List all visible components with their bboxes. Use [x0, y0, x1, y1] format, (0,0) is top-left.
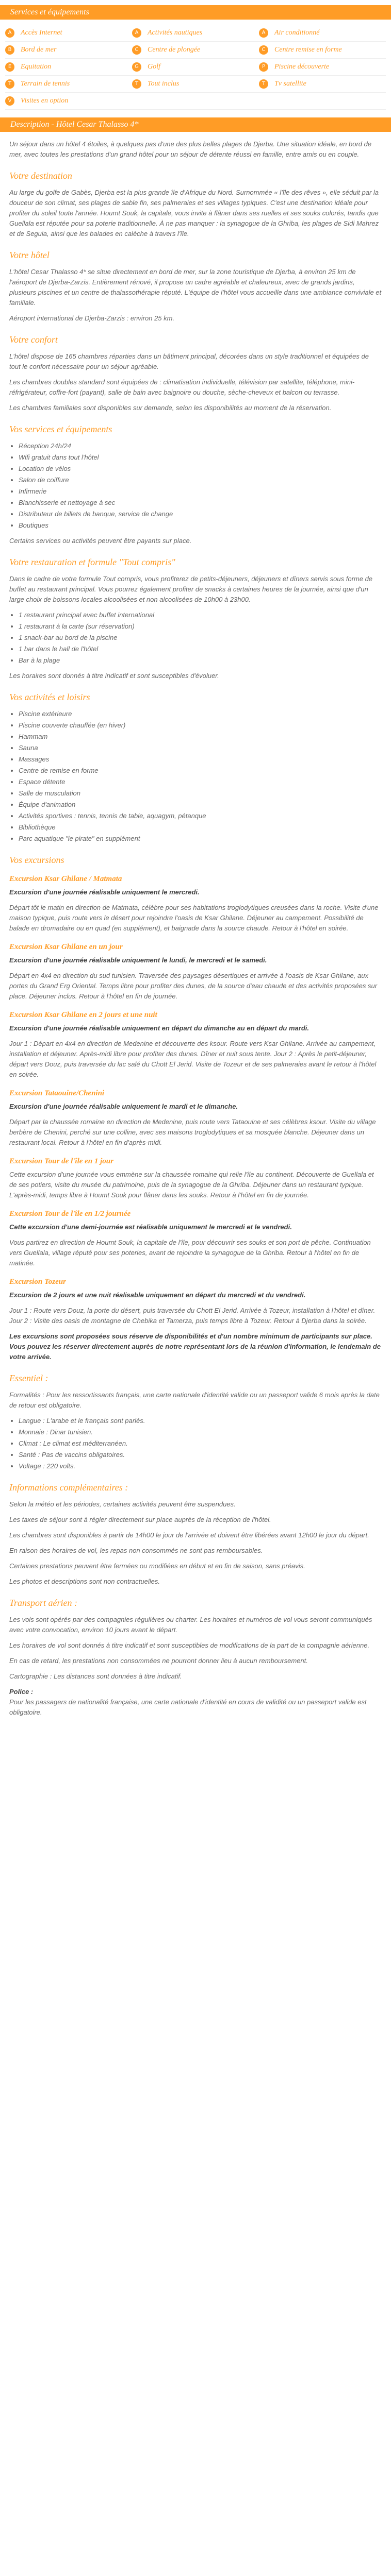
- destination-text: Au large du golfe de Gabès, Djerba est la plus grande île d'Afrique du Nord. Surnommée « l'île des rêves », elle séduit par la douceur de son climat, ses plages de sable fin, ses palmeraies et ses villages typiques. C'est une destination idéale pour profiter du soleil toute l'année. Houmt Souk, la capitale, vous invite à flâner dans ses ruelles et ses souks colorés, tandis que Guellala est réputée pour sa poterie traditionnelle. À ne pas manquer : la synagogue de la Ghriba, les plages de Sidi Mahrez et de Seguia, ainsi que les balades en calèche à travers l'île.: [9, 189, 379, 238]
- transfer-texts: [9, 1615, 382, 1666]
- transfer-last: Cartographie : Les distances sont données à titre indicatif.: [9, 1672, 182, 1680]
- hotel-text: L'hôtel Cesar Thalasso 4* se situe directement en bord de mer, sur la zone touristique de Djerba, à environ 25 km de l'aéroport de Djerba-Zarzis. Entièrement rénové, il propose un cadre agréable et chaleureux, avec de grands jardins, plusieurs piscines et un centre de thalassothérapie réputé. L'équipe de l'hôtel vous accueille dans une ambiance conviviale et familiale.: [9, 268, 382, 307]
- list-item: • Location de vélos: [19, 464, 382, 474]
- info-title: Informations complémentaires :: [9, 1482, 128, 1493]
- amenity-icon: V: [5, 96, 14, 106]
- list-item: • Équipe d'animation: [19, 800, 382, 810]
- amenity-item: [5, 25, 132, 41]
- activities-title: Vos activités et loisirs: [9, 692, 90, 702]
- list-item: • 1 bar dans le hall de l'hôtel: [19, 644, 382, 654]
- amenity-icon: B: [5, 45, 14, 55]
- list-item: • Santé : Pas de vaccins obligatoires.: [19, 1450, 382, 1460]
- list-item: • Salon de coiffure: [19, 475, 382, 485]
- transfer-title: Transport aérien :: [9, 1598, 78, 1608]
- amenity-label: Piscine découverte: [274, 63, 330, 71]
- amenities-row: [5, 76, 386, 93]
- amenity-label: Centre de plongée: [148, 46, 201, 54]
- excursion-title: Excursion Tour de l'île en 1 jour: [9, 1157, 113, 1165]
- info-note: Les photos et descriptions sont non contractuelles.: [9, 1578, 160, 1585]
- amenities-grid: [0, 25, 391, 110]
- paragraph: Certaines prestations peuvent être fermées ou modifiées en début et en fin de saison, sans préavis.: [9, 1562, 305, 1570]
- hotel-title: Votre hôtel: [9, 250, 50, 260]
- amenity-label: Tout inclus: [148, 80, 180, 88]
- comfort-title: Votre confort: [9, 334, 58, 345]
- excursions-list: [9, 874, 382, 1326]
- amenity-icon: T: [132, 79, 141, 89]
- excursion-note: Excursion d'une journée réalisable uniquement en départ du dimanche au en départ du mardi.: [9, 1024, 309, 1032]
- list-item: • Boutiques: [19, 520, 382, 531]
- list-item: • Infirmerie: [19, 486, 382, 497]
- excursion-text: Vous partirez en direction de Houmt Souk, la capitale de l'île, pour découvrir ses souks et son port de pêche. Continuation vers Guellala, village réputé pour ses poteries, avant de rejoindre la synagogue de la Ghriba. Retour à l'hôtel en fin de matinée.: [9, 1239, 371, 1267]
- restaurant-list: [9, 610, 382, 666]
- essential-text: Formalités : Pour les ressortissants français, une carte nationale d'identité valide ou un passeport valide 6 mois après la date de retour est obligatoire.: [9, 1391, 380, 1409]
- list-item: • Salle de musculation: [19, 788, 382, 799]
- list-item: • Massages: [19, 754, 382, 765]
- list-item: • Parc aquatique "le pirate" en supplément: [19, 834, 382, 844]
- amenity-item: [132, 25, 259, 41]
- amenity-item: [132, 76, 259, 92]
- description-banner: Description - Hôtel Cesar Thalasso 4*: [0, 117, 391, 132]
- amenity-item: [259, 76, 386, 92]
- list-item: • Espace détente: [19, 777, 382, 787]
- excursion-title: Excursion Tataouine/Chenini: [9, 1089, 105, 1097]
- amenity-label: Activités nautiques: [148, 29, 203, 37]
- comfort-room: Les chambres doubles standard sont équipées de : climatisation individuelle, télévision par satellite, téléphone, mini-réfrigérateur, coffre-fort (payant), salle de bain avec baignoire ou douche, sèche-cheveux et balcon ou terrasse.: [9, 378, 355, 396]
- services-banner: Services et équipements: [0, 5, 391, 20]
- amenity-icon: T: [5, 79, 14, 89]
- amenities-row: [5, 59, 386, 76]
- comfort-note: Les chambres familiales sont disponibles sur demande, selon les disponibilités au moment de la réservation.: [9, 404, 332, 412]
- amenity-label: Centre remise en forme: [274, 46, 342, 54]
- paragraph: En raison des horaires de vol, les repas non consommés ne sont pas remboursables.: [9, 1547, 263, 1554]
- list-item: • Bar à la plage: [19, 655, 382, 666]
- activities-list: [9, 709, 382, 844]
- amenity-icon: C: [259, 45, 268, 55]
- excursion-title: Excursion Tour de l'île en 1/2 journée: [9, 1210, 131, 1218]
- excursion-title: Excursion Ksar Ghilane en un jour: [9, 943, 123, 951]
- list-item: • Climat : Le climat est méditerranéen.: [19, 1438, 382, 1449]
- services-title: Vos services et équipements: [9, 424, 112, 434]
- comfort-text: L'hôtel dispose de 165 chambres réparties dans un bâtiment principal, décorées dans un style traditionnel et équipées de tout le confort nécessaire pour un séjour agréable.: [9, 352, 369, 370]
- amenity-item: [259, 59, 386, 75]
- amenity-icon: T: [259, 79, 268, 89]
- excursion-title: Excursion Ksar Ghilane / Matmata: [9, 875, 122, 883]
- excursion-text: Départ en 4x4 en direction du sud tunisien. Traversée des paysages désertiques et arrivée à l'oasis de Ksar Ghilane, aux portes du Grand Erg Oriental. Temps libre pour profiter des dunes, de la source d'eau chaude et des activités proposées sur place. Déjeuner inclus. Retour à l'hôtel en fin de journée.: [9, 972, 378, 1000]
- list-item: • Activités sportives : tennis, tennis de table, aquagym, pétanque: [19, 811, 382, 821]
- amenities-row: [5, 42, 386, 59]
- excursion-note: Excursion d'une journée réalisable uniquement le mardi et le dimanche.: [9, 1103, 238, 1110]
- list-item: • Bibliothèque: [19, 822, 382, 833]
- services-note: Certains services ou activités peuvent être payants sur place.: [9, 537, 192, 545]
- services-list: [9, 441, 382, 531]
- list-item: • Blanchisserie et nettoyage à sec: [19, 498, 382, 508]
- amenity-item: [5, 59, 132, 75]
- excursion-text: Départ par la chaussée romaine en direction de Medenine, puis route vers Tataouine et ses célèbres ksour. Visite du village berbère de Chenini, perché sur une colline, avec ses maisons troglodytiques et sa mosquée blanche. Déjeuner dans un restaurant local. Retour à l'hôtel en fin d'après-midi.: [9, 1118, 376, 1146]
- amenity-icon: P: [259, 62, 268, 72]
- amenity-icon: A: [259, 28, 268, 38]
- amenity-item: [5, 42, 132, 58]
- paragraph: Les chambres sont disponibles à partir de 14h00 le jour de l'arrivée et doivent être libérées avant 12h00 le jour du départ.: [9, 1531, 369, 1539]
- amenity-icon: A: [132, 28, 141, 38]
- paragraph: Les vols sont opérés par des compagnies régulières ou charter. Les horaires et numéros de vol vous seront communiqués avec votre convocation, environ 10 jours avant le départ.: [9, 1616, 372, 1634]
- amenity-label: Equitation: [21, 63, 52, 71]
- list-item: • Hammam: [19, 732, 382, 742]
- amenity-item: [5, 93, 132, 109]
- amenity-icon: A: [5, 28, 14, 38]
- intro-text: Un séjour dans un hôtel 4 étoiles, à quelques pas d'une des plus belles plages de Djerba. Une situation idéale, en bord de mer, avec toutes les prestations d'un grand hôtel pour un séjour de détente réussi en famille, entre amis ou en couple.: [9, 140, 372, 158]
- restaurant-text: Dans le cadre de votre formule Tout compris, vous profiterez de petits-déjeuners, déjeuners et dîners servis sous forme de buffet au restaurant principal. Vous pourrez également profiter de snacks à certaines heures de la journée, ainsi que d'un large choix de boissons locales alcoolisées et non alcoolisées de 10h00 à 23h00.: [9, 575, 373, 603]
- paragraph: Les horaires de vol sont donnés à titre indicatif et sont susceptibles de modifications de la part de la compagnie aérienne.: [9, 1641, 370, 1649]
- excursion-note: Excursion de 2 jours et une nuit réalisable uniquement en départ du mercredi et du vendredi.: [9, 1291, 306, 1299]
- list-item: • Réception 24h/24: [19, 441, 382, 451]
- amenity-label: Air conditionné: [274, 29, 320, 37]
- amenity-icon: C: [132, 45, 141, 55]
- excursion-note: Excursion d'une journée réalisable uniquement le lundi, le mercredi et le samedi.: [9, 956, 267, 964]
- destination-title: Votre destination: [9, 171, 72, 181]
- amenity-label: Bord de mer: [21, 46, 57, 54]
- paragraph: Selon la météo et les périodes, certaines activités peuvent être suspendues.: [9, 1500, 236, 1508]
- list-item: • Langue : L'arabe et le français sont parlés.: [19, 1416, 382, 1426]
- amenity-item: [259, 25, 386, 41]
- description-content: [9, 139, 382, 1723]
- hotel-distance: Aéroport international de Djerba-Zarzis : environ 25 km.: [9, 314, 175, 322]
- amenity-item: [5, 76, 132, 92]
- amenity-label: Accès Internet: [21, 29, 62, 37]
- excursion-note: Excursion d'une journée réalisable uniquement le mercredi.: [9, 888, 200, 896]
- amenity-item: [132, 42, 259, 58]
- amenities-row: [5, 93, 386, 110]
- list-item: • Voltage : 220 volts.: [19, 1461, 382, 1471]
- list-item: • Sauna: [19, 743, 382, 753]
- list-item: • Piscine extérieure: [19, 709, 382, 719]
- police-label: Police :: [9, 1688, 34, 1696]
- amenity-label: Tv satellite: [274, 80, 306, 88]
- excursion-text: Cette excursion d'une journée vous emmène sur la chaussée romaine qui relie l'île au continent. Découverte de Guellala et de ses potiers, visite du musée du patrimoine, puis de la synagogue de la Ghriba. Déjeuner dans un restaurant typique. L'après-midi, temps libre à Houmt Souk pour flâner dans les souks. Retour à l'hôtel en fin de journée.: [9, 1171, 374, 1199]
- list-item: • 1 snack-bar au bord de la piscine: [19, 633, 382, 643]
- list-item: • 1 restaurant à la carte (sur réservation): [19, 621, 382, 632]
- restaurant-note: Les horaires sont donnés à titre indicatif et sont susceptibles d'évoluer.: [9, 672, 219, 680]
- essential-title: Essentiel :: [9, 1373, 48, 1383]
- amenity-item: [132, 59, 259, 75]
- excursion-title: Excursion Ksar Ghilane en 2 jours et une nuit: [9, 1011, 157, 1019]
- excursion-text: Jour 1 : Route vers Douz, la porte du désert, puis traversée du Chott El Jerid. Arrivée à Tozeur, installation à l'hôtel et dîner. Jour 2 : Visite des oasis de montagne de Chebika et Tamerza, puis temps libre à Tozeur. Retour à Djerba dans la soirée.: [9, 1307, 376, 1325]
- list-item: • Distributeur de billets de banque, service de change: [19, 509, 382, 519]
- excursions-title: Vos excursions: [9, 855, 64, 865]
- paragraph: Les taxes de séjour sont à régler directement sur place auprès de la réception de l'hôtel.: [9, 1516, 271, 1523]
- amenities-row: [5, 25, 386, 42]
- excursions-note: Les excursions sont proposées sous réserve de disponibilités et d'un nombre minimum de participants sur place. Vous pouvez les réserver directement auprès de notre représentant lors de la réunion d'information, le lendemain de votre arrivée.: [9, 1332, 381, 1361]
- info-texts: [9, 1499, 382, 1571]
- amenity-label: Visites en option: [21, 97, 69, 105]
- amenity-icon: G: [132, 62, 141, 72]
- amenity-icon: E: [5, 62, 14, 72]
- amenity-label: Golf: [148, 63, 160, 71]
- excursion-title: Excursion Tozeur: [9, 1278, 66, 1286]
- restaurant-title: Votre restauration et formule "Tout compris": [9, 557, 175, 567]
- excursion-text: Jour 1 : Départ en 4x4 en direction de Medenine et découverte des ksour. Route vers Ksar Ghilane. Arrivée au campement, installation et déjeuner. Après-midi libre pour profiter des dunes. Dîner et nuit sous tente. Jour 2 : Après le petit-déjeuner, départ vers Douz, puis traversée du lac salé du Chott El Jerid. Visite de Tozeur et de ses palmeraies avant le retour à l'hôtel en soirée.: [9, 1040, 377, 1078]
- list-item: • 1 restaurant principal avec buffet international: [19, 610, 382, 620]
- amenity-label: Terrain de tennis: [21, 80, 70, 88]
- list-item: • Centre de remise en forme: [19, 766, 382, 776]
- list-item: • Piscine couverte chauffée (en hiver): [19, 720, 382, 731]
- list-item: • Monnaie : Dinar tunisien.: [19, 1427, 382, 1437]
- police-text: Pour les passagers de nationalité française, une carte nationale d'identité en cours de validité ou un passeport valide est obligatoire.: [9, 1698, 367, 1716]
- amenity-item: [259, 42, 386, 58]
- list-item: • Wifi gratuit dans tout l'hôtel: [19, 452, 382, 463]
- essential-list: [9, 1416, 382, 1471]
- excursion-text: Départ tôt le matin en direction de Matmata, célèbre pour ses habitations troglodytiques creusées dans la roche. Visite d'une maison typique, puis route vers le désert pour rejoindre l'oasis de Ksar Ghilane. Déjeuner au campement. Possibilité de balade en dromadaire ou en quad (en supplément), et baignade dans la source chaude. Retour à l'hôtel en soirée.: [9, 904, 379, 932]
- excursion-note: Cette excursion d'une demi-journée est réalisable uniquement le mercredi et le vendredi.: [9, 1223, 292, 1231]
- paragraph: En cas de retard, les prestations non consommées ne pourront donner lieu à aucun remboursement.: [9, 1657, 308, 1665]
